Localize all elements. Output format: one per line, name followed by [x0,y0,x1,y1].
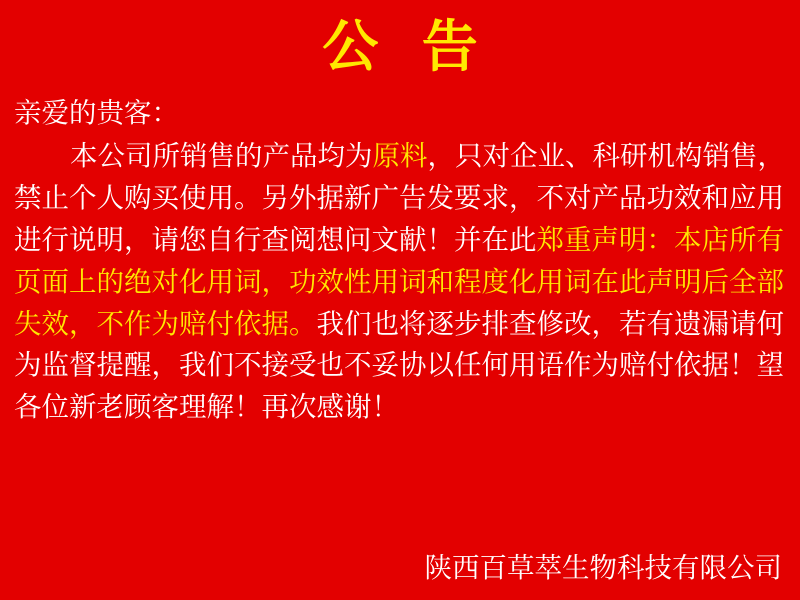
company-signature: 陕西百草萃生物科技有限公司 [424,552,782,584]
salutation-line: 亲爱的贵客： [14,96,179,128]
announcement-paragraph [14,135,786,428]
announcement-body [0,78,800,428]
paragraph-segment-3: ，只对企业、科研机构销售，禁止个人购买使用。另外据新广告发要求，不对产品功效和应用进行说明，请您自行查阅想问文献！并在此 [14,140,785,255]
paragraph-segment-1: 本公司所销售的产品均为 [70,140,373,172]
paragraph-segment-5: 我们也将逐步排查修改，若有遗漏请何为监督提醒，我们不接受也不妥协以任何用语作为赔付依据！望各位新老顾客理解！再次感谢！ [14,307,784,423]
page-title: 公 告 [322,15,492,78]
highlight-raw-material: 原料 [372,140,428,172]
highlight-solemn-statement: 郑重声明：本店所有页面上的绝对化用词，功效性用词和程度化用词在此声明后全部失效，不作为赔付依据。 [14,223,784,339]
